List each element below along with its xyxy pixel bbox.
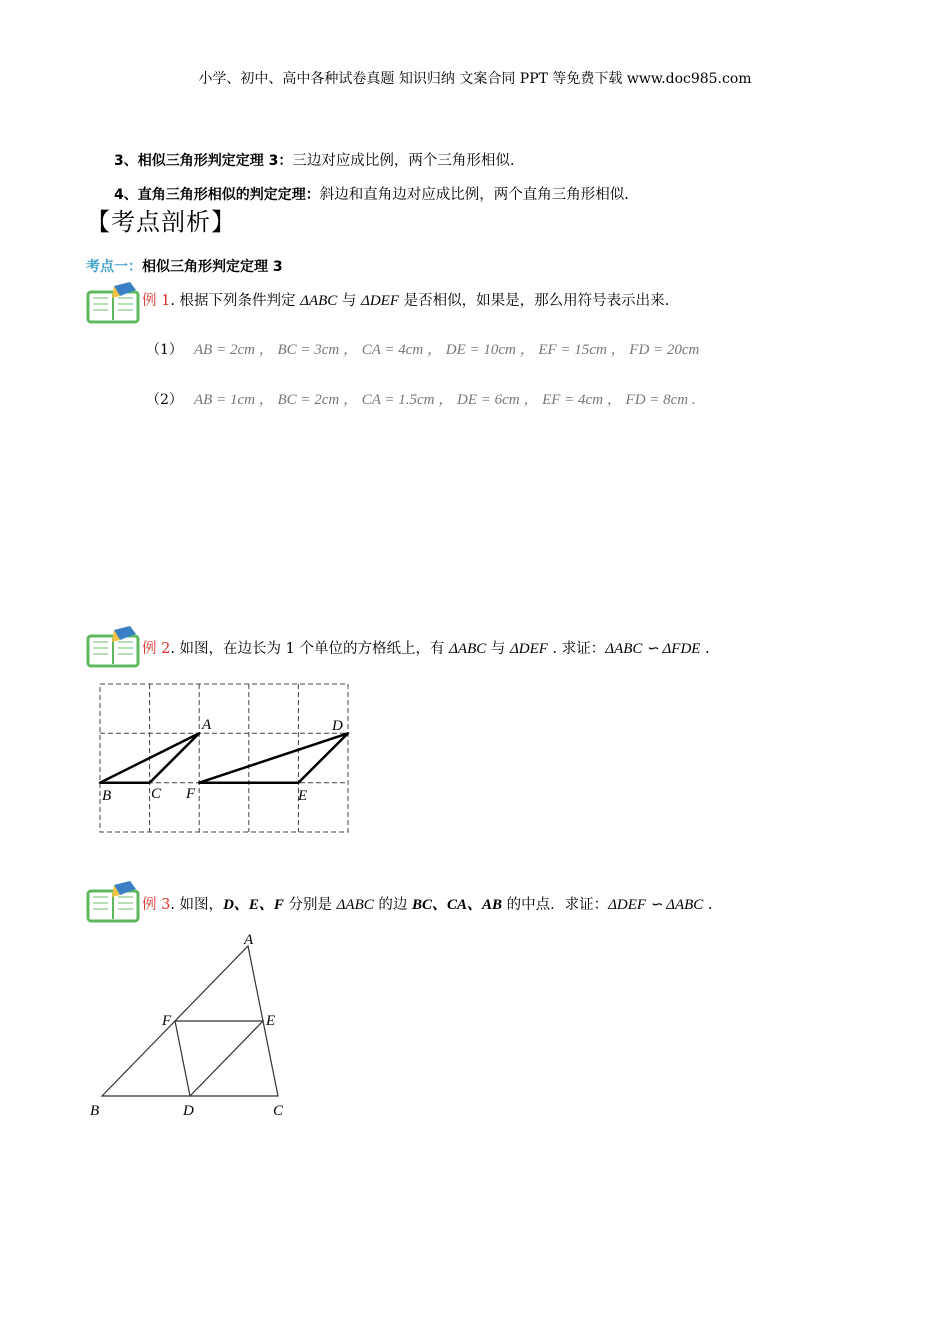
rule-3 [114, 149, 514, 170]
triangle-def: ΔDEF [509, 641, 548, 657]
kaodian-line [86, 256, 283, 276]
example-3-part: . 如图， [170, 897, 224, 913]
vertex-label-f: F [162, 1013, 172, 1029]
example-1-item-1 [146, 338, 699, 359]
triangle-def-shape [199, 733, 348, 782]
example-1-part: 与 [337, 293, 362, 309]
item-data: AB = 1cm ， BC = 2cm ， CA = 1.5cm ， DE = 6cm ， EF = 4cm ， FD = 8cm . [194, 392, 696, 408]
vertex-label-c: C [151, 786, 162, 802]
rule-4-title: 4、直角三角形相似的判定定理： [114, 187, 320, 203]
triangle-abc: ΔABC [300, 293, 338, 309]
vertex-label-c: C [273, 1103, 284, 1119]
example-1-item-2 [146, 388, 696, 409]
midpoint-triangle-figure [82, 928, 302, 1128]
section-title: 【考点剖析】 [86, 208, 236, 236]
grid-figure [92, 678, 362, 838]
example-2-label: 例 2 [142, 641, 171, 657]
example-3-part: . [703, 897, 713, 913]
grid-lines [100, 684, 348, 832]
triangle-def: ΔDEF [361, 293, 399, 309]
example-3-part: 的边 [373, 897, 412, 913]
book-pen-icon [86, 282, 142, 324]
example-2-part: 与 [486, 641, 510, 657]
rule-4-body: 斜边和直角边对应成比例，两个直角三角形相似. [319, 187, 629, 203]
page-header: 小学、初中、高中各种试卷真题 知识归纳 文案合同 PPT 等免费下载 www.doc985.com [198, 71, 752, 87]
vertex-label-a: A [202, 717, 212, 733]
book-pen-icon [86, 881, 142, 923]
rule-4 [114, 183, 629, 204]
example-3-label: 例 3 [142, 897, 171, 913]
example-1-text [142, 289, 669, 310]
example-1-label: 例 1 [142, 293, 171, 309]
rule-3-body: 三边对应成比例，两个三角形相似. [292, 153, 515, 169]
example-2-part: . [700, 641, 710, 657]
item-number: （1） [146, 342, 183, 358]
example-1-part: . 根据下列条件判定 [170, 293, 301, 309]
vertex-label-e: E [266, 1013, 276, 1029]
similarity-statement: ΔDEF ∽ ΔABC [608, 897, 704, 913]
rule-3-title: 3、相似三角形判定定理 3： [114, 153, 293, 169]
item-data: AB = 2cm ， BC = 3cm ， CA = 4cm ， DE = 10cm ， EF = 15cm ， FD = 20cm [194, 342, 700, 358]
side-names: BC、CA、AB [411, 897, 503, 913]
kaodian-label: 考点一： [86, 259, 142, 275]
vertex-label-b: B [102, 788, 112, 804]
similarity-statement: ΔABC ∽ ΔFDE [605, 641, 701, 657]
book-pen-icon [86, 626, 142, 668]
triangle-abc: ΔABC [449, 641, 487, 657]
vertex-label-d: D [332, 718, 343, 734]
example-3-part: 分别是 [283, 897, 337, 913]
item-number: （2） [146, 392, 183, 408]
triangle-abc: ΔABC [336, 897, 374, 913]
vertex-label-b: B [90, 1103, 100, 1119]
example-2-part: . 如图，在边长为 1 个单位的方格纸上，有 [170, 641, 450, 657]
example-2-part: . 求证： [547, 641, 606, 657]
example-2-text [142, 637, 710, 658]
vertex-label-e: E [298, 788, 308, 804]
midpoint-names: D、E、F [223, 897, 284, 913]
kaodian-title: 相似三角形判定定理 3 [142, 259, 283, 275]
vertex-label-d: D [183, 1103, 194, 1119]
triangle-def-shape [175, 1021, 263, 1096]
vertex-label-f: F [186, 786, 196, 802]
vertex-label-a: A [244, 932, 254, 948]
example-3-part: 的中点．求证： [502, 897, 609, 913]
example-1-part: 是否相似，如果是，那么用符号表示出来. [399, 293, 670, 309]
example-3-text [142, 893, 713, 914]
